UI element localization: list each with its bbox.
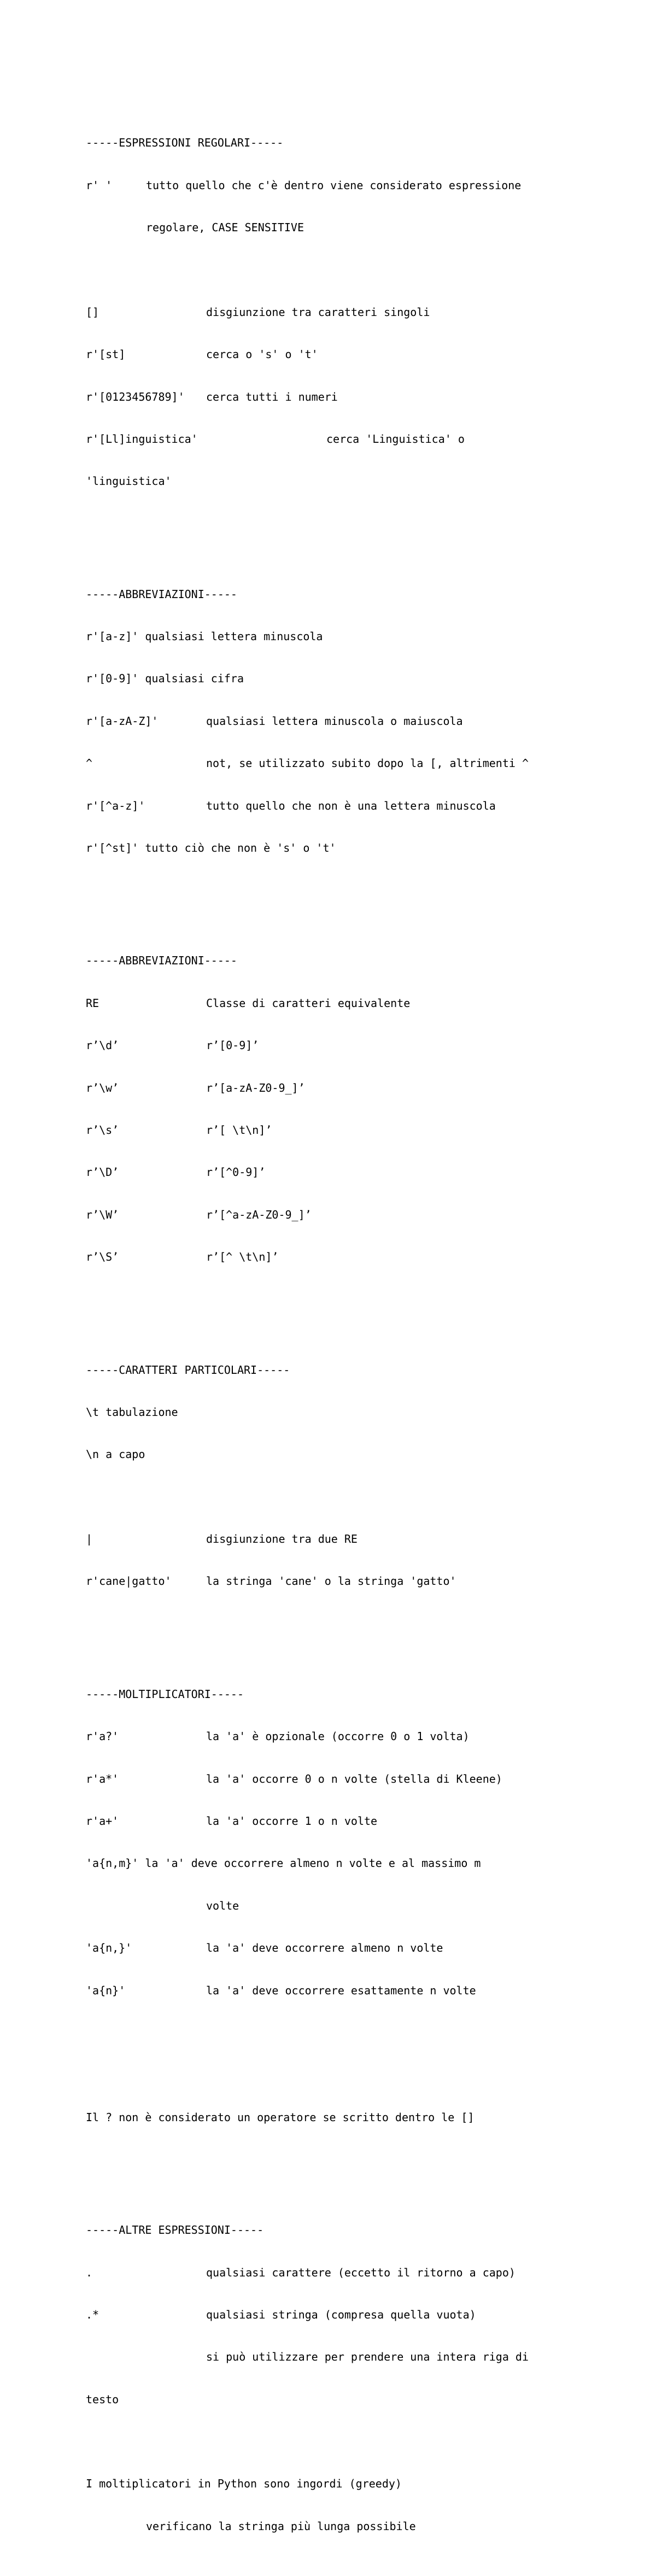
abbrev-row-key: ^ xyxy=(86,757,93,770)
class-table-key: r’\w’ xyxy=(86,1081,119,1094)
other-key: .* xyxy=(86,2308,99,2321)
class-table-value: r’[^a-zA-Z0-9_]’ xyxy=(206,1208,312,1221)
other-desc: qualsiasi carattere (eccetto il ritorno a capo) xyxy=(206,2265,516,2279)
raw-string-key: r' ' xyxy=(86,178,113,192)
regex-row-key: r'[0123456789]' xyxy=(86,390,185,403)
regex-row-key: r'[st] xyxy=(86,348,126,361)
class-table-row xyxy=(86,1081,632,1096)
class-table-key: r’\s’ xyxy=(86,1123,119,1137)
multiplier-row xyxy=(86,1814,632,1829)
special-row-key: r'cane|gatto' xyxy=(86,1574,172,1588)
section-heading-other-expressions: -----ALTRE ESPRESSIONI----- xyxy=(86,2223,264,2237)
regex-row-desc: cerca tutti i numeri xyxy=(206,390,338,403)
abbrev-row-desc: not, se utilizzato subito dopo la [, altrimenti ^ xyxy=(206,757,529,770)
blank-line xyxy=(86,883,632,898)
abbrev-row-desc: tutto quello che non è una lettera minuscola xyxy=(206,799,496,812)
abbrev-line: r'[a-z]' qualsiasi lettera minuscola xyxy=(86,630,323,643)
class-table-row xyxy=(86,1166,632,1180)
class-table-value: r’[a-zA-Z0-9_]’ xyxy=(206,1081,305,1094)
abbrev-line: r'[^st]' tutto ciò che non è 's' o 't' xyxy=(86,841,336,855)
raw-string-line xyxy=(86,179,632,193)
multiplier-row xyxy=(86,1984,632,1998)
class-table-key: r’\d’ xyxy=(86,1039,119,1052)
other-desc: qualsiasi stringa (compresa quella vuota) xyxy=(206,2308,476,2321)
regex-row-desc: disgiunzione tra caratteri singoli xyxy=(206,305,430,319)
class-table-row xyxy=(86,1123,632,1138)
section-heading-abbreviations: -----ABBREVIAZIONI----- xyxy=(86,954,237,968)
special-row xyxy=(86,1532,632,1547)
class-table-key: r’\D’ xyxy=(86,1166,119,1179)
class-table-value: r’[^0-9]’ xyxy=(206,1166,266,1179)
multiplier-note: Il ? non è considerato un operatore se scritto dentro le [] xyxy=(86,2110,475,2124)
blank-line xyxy=(86,1617,632,1631)
abbrev-row xyxy=(86,757,632,771)
class-table-value: r’[0-9]’ xyxy=(206,1039,259,1052)
abbrev-row-desc: qualsiasi lettera minuscola o maiuscola xyxy=(206,714,463,728)
class-table-row xyxy=(86,1250,632,1264)
multiplier-nm-wrap-line xyxy=(86,1899,632,1913)
special-char-line: \n a capo xyxy=(86,1448,145,1461)
raw-string-desc-wrap-line xyxy=(86,221,632,235)
regex-row xyxy=(86,390,632,405)
multiplier-nm-line: 'a{n,m}' la 'a' deve occorrere almeno n volte e al massimo m xyxy=(86,1857,481,1870)
raw-string-desc-wrap: regolare, CASE SENSITIVE xyxy=(146,220,304,234)
abbrev-line: r'[0-9]' qualsiasi cifra xyxy=(86,672,244,686)
special-row-desc: la stringa 'cane' o la stringa 'gatto' xyxy=(206,1574,456,1588)
blank-line xyxy=(86,2026,632,2040)
other-extra-wrap: testo xyxy=(86,2392,119,2406)
class-table-row xyxy=(86,1039,632,1053)
greedy-line: I moltiplicatori in Python sono ingordi (greedy) xyxy=(86,2477,402,2491)
class-table-value: r’[^ \t\n]’ xyxy=(206,1250,279,1264)
other-extra-line xyxy=(86,2350,632,2364)
multiplier-key: r'a+' xyxy=(86,1814,119,1828)
other-key: . xyxy=(86,2265,93,2279)
multiplier-desc: la 'a' deve occorrere almeno n volte xyxy=(206,1941,443,1955)
other-extra-desc: si può utilizzare per prendere una intera riga di xyxy=(206,2350,529,2364)
multiplier-key: 'a{n,}' xyxy=(86,1941,132,1955)
linguistica-desc: cerca 'Linguistica' o xyxy=(326,432,465,446)
class-table-key: r’\W’ xyxy=(86,1208,119,1221)
abbrev-row-key: r'[a-zA-Z]' xyxy=(86,714,159,728)
special-row-key: | xyxy=(86,1532,93,1546)
multiplier-desc: la 'a' occorre 1 o n volte xyxy=(206,1814,378,1828)
multiplier-nm-wrap: volte xyxy=(206,1899,239,1912)
multiplier-desc: la 'a' è opzionale (occorre 0 o 1 volta) xyxy=(206,1730,470,1743)
other-row xyxy=(86,2266,632,2280)
multiplier-row xyxy=(86,1941,632,1956)
multiplier-key: 'a{n}' xyxy=(86,1983,126,1997)
abbrev-row xyxy=(86,715,632,729)
blank-line xyxy=(86,2153,632,2167)
special-row-desc: disgiunzione tra due RE xyxy=(206,1532,358,1546)
special-char-line: \t tabulazione xyxy=(86,1405,178,1419)
document-body xyxy=(86,80,632,2576)
other-row xyxy=(86,2308,632,2322)
section-heading-abbreviations: -----ABBREVIAZIONI----- xyxy=(86,587,237,601)
linguistica-line xyxy=(86,432,632,447)
abbrev-row xyxy=(86,799,632,813)
class-table-header-desc: Classe di caratteri equivalente xyxy=(206,996,411,1010)
blank-line xyxy=(86,1490,632,1504)
linguistica-key: r'[Ll]inguistica' xyxy=(86,432,198,446)
blank-line xyxy=(86,1293,632,1307)
section-heading-multipliers: -----MOLTIPLICATORI----- xyxy=(86,1687,244,1701)
special-row xyxy=(86,1574,632,1589)
multiplier-row xyxy=(86,1730,632,1744)
greedy-line-2: verificano la stringa più lunga possibile xyxy=(146,2519,416,2533)
abbrev-row-key: r'[^a-z]' xyxy=(86,799,145,812)
class-table-key: r’\S’ xyxy=(86,1250,119,1264)
regex-row xyxy=(86,306,632,320)
class-table-header-key: RE xyxy=(86,996,99,1010)
linguistica-wrap: 'linguistica' xyxy=(86,475,172,488)
regex-row-key: [] xyxy=(86,305,99,319)
regex-row xyxy=(86,348,632,362)
raw-string-desc: tutto quello che c'è dentro viene considerato espressione xyxy=(146,178,522,192)
blank-line xyxy=(86,2068,632,2082)
blank-line xyxy=(86,517,632,531)
class-table-value: r’[ \t\n]’ xyxy=(206,1123,272,1137)
multiplier-key: r'a*' xyxy=(86,1772,119,1785)
multiplier-key: r'a?' xyxy=(86,1730,119,1743)
multiplier-row xyxy=(86,1772,632,1787)
blank-line xyxy=(86,263,632,277)
regex-row-desc: cerca o 's' o 't' xyxy=(206,348,318,361)
greedy-line-indented xyxy=(86,2520,632,2534)
class-table-header xyxy=(86,997,632,1011)
multiplier-desc: la 'a' deve occorrere esattamente n volte xyxy=(206,1983,476,1997)
multiplier-desc: la 'a' occorre 0 o n volte (stella di Kleene) xyxy=(206,1772,502,1785)
class-table-row xyxy=(86,1208,632,1222)
section-heading-special-chars: -----CARATTERI PARTICOLARI----- xyxy=(86,1363,290,1377)
section-heading-regex: -----ESPRESSIONI REGOLARI----- xyxy=(86,136,284,150)
blank-line xyxy=(86,2435,632,2449)
